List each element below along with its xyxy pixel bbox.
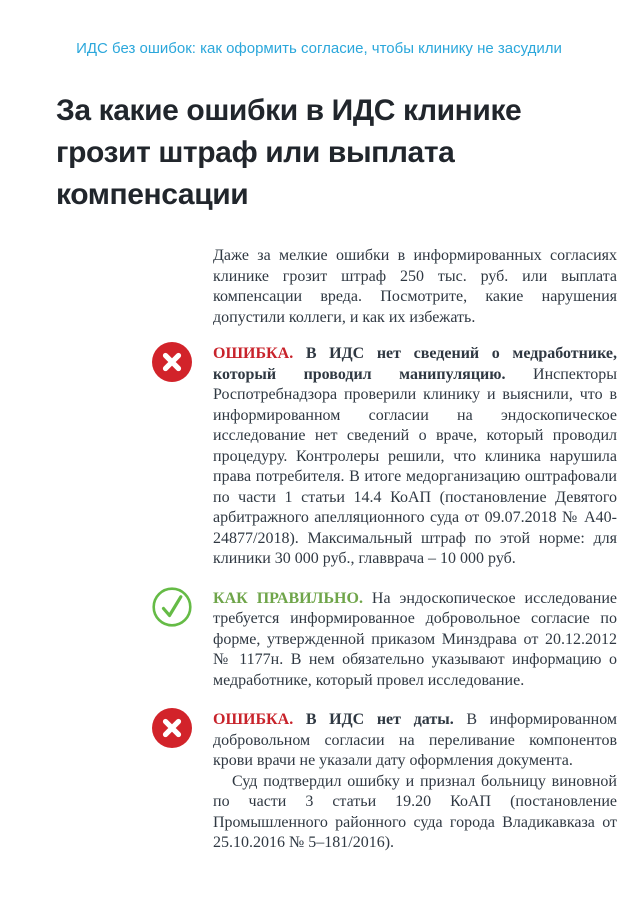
correct-paragraph: [213, 589, 617, 692]
section-body-text: В информированном добровольном согласии на переливание компонентов крови врачи не указали дату оформления документа.: [213, 711, 618, 769]
error-lead: В ИДС нет даты.: [305, 711, 454, 728]
section-body-text: Инспекторы Роспотребнадзора проверили клинику и выяснили, что в информированном согласии на эндоскопическое исследование нет сведений о враче, который проводил процедуру. Контролеры решили, что клиника нарушила права потребителя. В итоге медорганизацию оштрафовали по части 1 статьи 14.4 КоАП (постановление Девятого арбитражного апелляционного суда от 09.07.2018 № А40-24877/2018). Максимальный штраф по этой норме: для клиники 30 000 руб., главврача – 10 000 руб.: [213, 365, 617, 567]
error-paragraph: [213, 710, 617, 772]
error-section-2: [213, 710, 617, 854]
error-cross-icon: [152, 342, 192, 382]
page-title: За какие ошибки в ИДС клинике грозит штраф или выплата компенсации: [56, 94, 522, 211]
error-section-1: [213, 344, 617, 570]
section-body-text: На эндоскопическое исследование требуется информированное добровольное согласие по форме, утвержденной приказом Минздрава от 20.12.2012 № 1177н. В нем обязательно указывают информацию о медработнике, который провел исследование.: [213, 589, 618, 689]
check-icon: [152, 587, 192, 627]
intro-paragraph: Даже за мелкие ошибки в информированных согласиях клинике грозит штраф 250 тыс. руб. или выплата компенсации вреда. Посмотрите, какие нарушения допустили коллеги, и как их избежать.: [213, 247, 617, 326]
error-label: ОШИБКА.: [213, 345, 294, 362]
court-paragraph: Суд подтвердил ошибку и признал больницу виновной по части 3 статьи 19.20 КоАП (постановление Промышленного районного суда города Владикавказа от 25.10.2016 № 5–181/2016).: [213, 772, 617, 851]
correct-label: КАК ПРАВИЛЬНО.: [213, 589, 363, 607]
running-head: ИДС без ошибок: как оформить согласие, чтобы клинику не засудили: [76, 40, 562, 57]
correct-section: [213, 589, 617, 692]
error-label: ОШИБКА.: [213, 711, 294, 728]
error-paragraph: [213, 344, 617, 570]
error-cross-icon: [152, 708, 192, 748]
error-lead: В ИДС нет сведений о медработнике, который проводил манипуляцию.: [213, 345, 618, 383]
article-body: [213, 246, 617, 854]
